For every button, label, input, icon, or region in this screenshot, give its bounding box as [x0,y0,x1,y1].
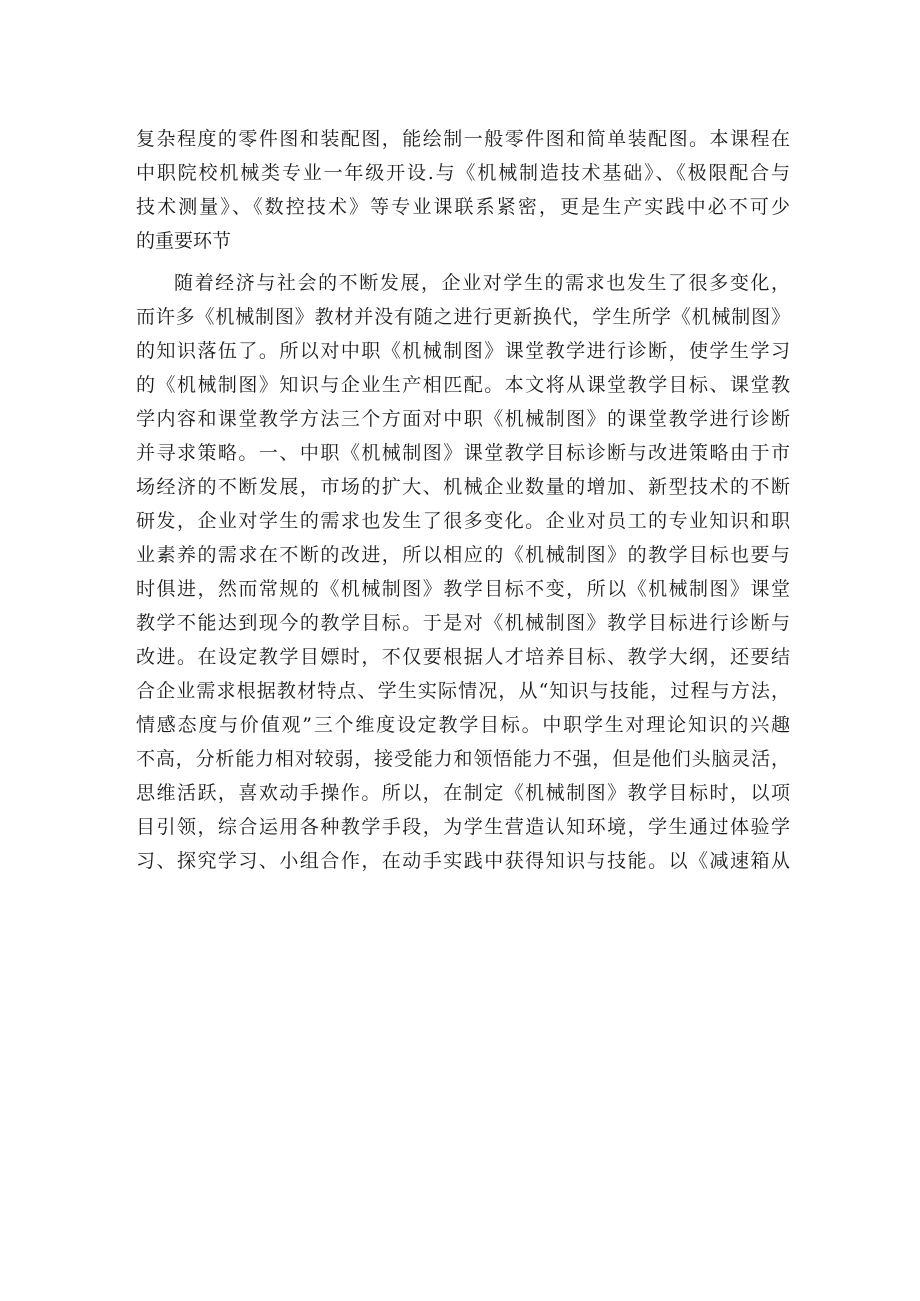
paragraph-line: 的《机械制图》知识与企业生产相匹配。本文将从课堂教学目标、课堂教 [136,374,790,397]
paragraph-line: 时俱进，然而常规的《机械制图》教学目标不变，所以《机械制图》课堂 [136,578,790,601]
paragraph-line: 情感态度与价值观”三个维度设定教学目标。中职学生对理论知识的兴趣 [136,714,790,737]
document-body [136,122,790,878]
paragraph-line: 研发，企业对学生的需求也发生了很多变化。企业对员工的专业知识和职 [136,510,790,533]
paragraph-line: 随着经济与社会的不断发展，企业对学生的需求也发生了很多变化， [174,272,790,295]
paragraph-line: 不高，分析能力相对较弱，接受能力和领悟能力不强，但是他们头脑灵活， [136,748,790,771]
paragraph-line: 的重要环节 [136,230,232,252]
paragraph-line: 技术测量》、《数控技术》等专业课联系紧密，更是生产实践中必不可少 [136,196,790,218]
paragraph-line: 目引领，综合运用各种教学手段，为学生营造认知环境，学生通过体验学 [136,816,790,839]
paragraph-1 [136,122,790,258]
paragraph-line: 合企业需求根据教材特点、学生实际情况，从“知识与技能，过程与方法， [136,680,790,703]
paragraph-line: 并寻求策略。一、中职《机械制图》课堂教学目标诊断与改进策略由于市 [136,442,790,465]
paragraph-line: 的知识落伍了。所以对中职《机械制图》课堂教学进行诊断，使学生学习 [136,340,790,363]
paragraph-line: 复杂程度的零件图和装配图，能绘制一般零件图和简单装配图。本课程在 [136,128,790,150]
paragraph-2 [136,266,790,878]
paragraph-line: 教学不能达到现今的教学目标。于是对《机械制图》教学目标进行诊断与 [136,612,790,635]
paragraph-line: 学内容和课堂教学方法三个方面对中职《机械制图》的课堂教学进行诊断 [136,408,790,431]
paragraph-spacer [136,258,790,266]
paragraph-line: 习、探究学习、小组合作，在动手实践中获得知识与技能。以《减速箱从 [136,850,790,873]
paragraph-line: 思维活跃，喜欢动手操作。所以，在制定《机械制图》教学目标时，以项 [136,782,790,805]
paragraph-line: 场经济的不断发展，市场的扩大、机械企业数量的增加、新型技术的不断 [136,476,790,499]
paragraph-line: 而许多《机械制图》教材并没有随之进行更新换代，学生所学《机械制图》 [136,306,790,329]
paragraph-line: 业素养的需求在不断的改进，所以相应的《机械制图》的教学目标也要与 [136,544,790,567]
paragraph-line: 中职院校机械类专业一年级开设.与《机械制造技术基础》、《极限配合与 [136,162,790,184]
paragraph-line: 改进。在设定教学目嫖时，不仅要根据人才培养目标、教学大纲，还要结 [136,646,790,669]
